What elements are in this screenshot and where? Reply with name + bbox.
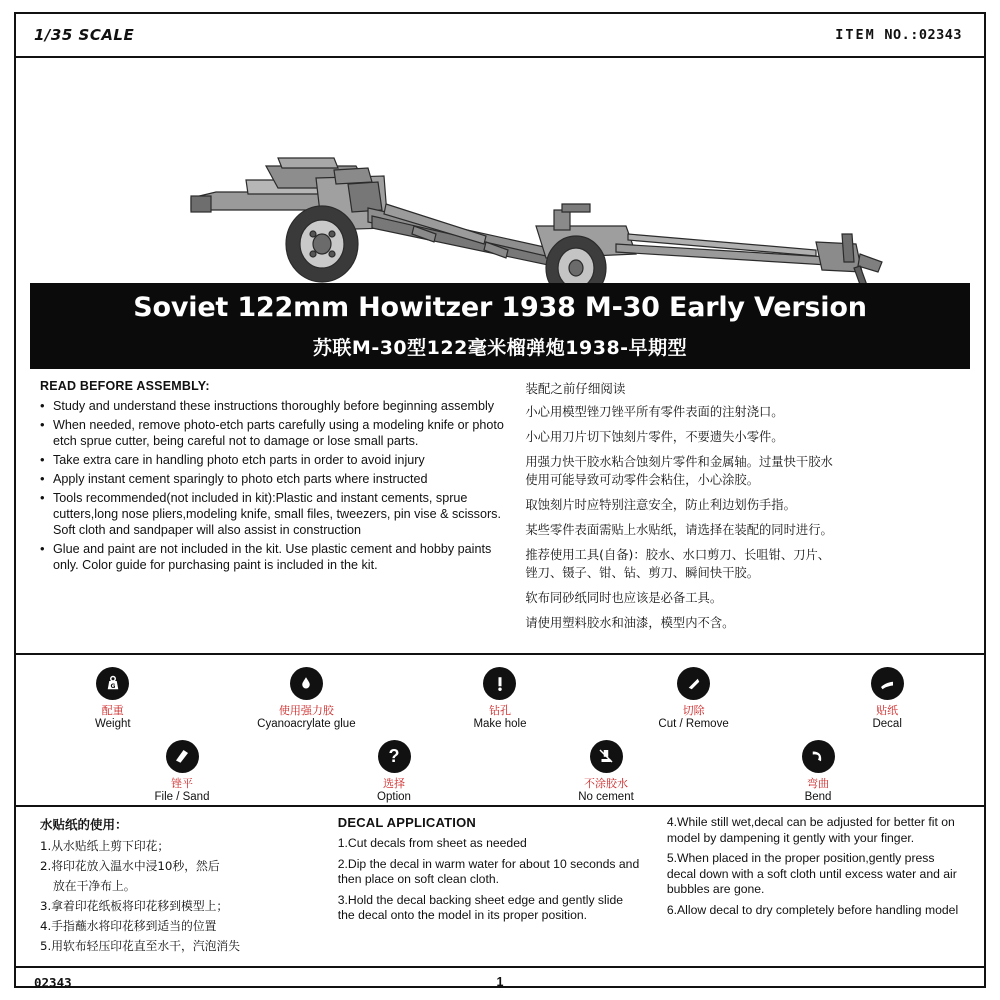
drill-hole-icon-glyph [491,675,509,693]
no-cement-icon [590,740,623,773]
option-icon [378,740,411,773]
list-item: 小心用刀片切下蚀刻片零件，不要遗失小零件。 [525,429,784,444]
product-artwork [16,58,984,283]
bend-icon-glyph [809,747,827,765]
item-number [835,27,962,43]
footer [16,966,984,998]
sheet-border [14,12,986,988]
legend-label-en: Make hole [473,718,527,731]
item-number-label: ITEM [835,27,876,43]
footer-item-code: 02343 [34,974,72,990]
list-item: 使用可能导致可动零件会粘住，小心涂胶。 [525,472,760,487]
instructions-chinese-list [525,405,962,632]
scale-label: 1/35 SCALE [34,26,135,44]
product-title-chinese: 苏联M-30型122毫米榴弹炮1938-早期型 [312,337,688,359]
legend-label-en: File / Sand [154,790,210,803]
header [16,14,984,58]
list-item: 5.用软布轻压印花直至水干，汽泡消失 [40,939,241,954]
instructions-bullet-list [40,399,509,574]
legend-label-cn: 配重 [101,704,124,717]
legend-item-make-hole [435,667,565,732]
glue-drop-icon-glyph [297,675,315,693]
legend-label-cn: 弯曲 [807,776,829,790]
legend-item-file-sand [117,740,247,805]
file-sand-icon [166,740,199,773]
legend-label-en: Decal [872,718,902,731]
file-sand-icon-glyph [173,747,191,765]
footer-page-number: 1 [496,974,504,989]
legend-label-cn: 钻孔 [488,704,511,717]
legend-label-en: Weight [95,718,131,731]
list-item: 3.拿着印花纸板将印花移到模型上； [40,899,229,914]
product-title-english: Soviet 122mm Howitzer 1938 M-30 Early Version [133,292,867,323]
legend-item-cut-remove [629,667,759,732]
legend-label-en: Bend [804,790,832,803]
legend-item-glue [241,667,371,732]
instructions-chinese-column [519,379,984,645]
list-item: 4.手指蘸水将印花移到适当的位置 [40,919,217,934]
cut-remove-icon [677,667,710,700]
no-cement-icon-glyph [597,747,615,765]
symbol-legend-row-2 [16,740,984,805]
weight-icon [96,667,129,700]
legend-label-cn: 锉平 [171,776,193,790]
list-item: • Apply instant cement sparingly to photo etch parts where instructed [40,472,509,488]
list-item: 2.将印花放入温水中浸10秒，然后 [40,859,220,874]
legend-label-cn: 贴纸 [876,704,899,717]
legend-label-en: Cyanoacrylate glue [257,718,356,731]
option-icon-glyph: ? [388,745,400,766]
legend-label-cn: 使用强力胶 [278,704,334,717]
list-item: • Study and understand these instructions thoroughly before beginning assembly [40,399,509,415]
symbol-legend-row-1 [16,667,984,732]
instructions-section [16,369,984,655]
list-item: 锉刀、镊子、钳、钻、剪刀、瞬间快干胶。 [525,565,760,580]
list-item: • Take extra care in handling photo etch parts in order to avoid injury [40,453,509,469]
list-item: 用强力快干胶水粘合蚀刻片零件和金属轴。过量快干胶水 [525,454,833,469]
list-item: 推荐使用工具(自备)：胶水、水口剪刀、长咀钳、刀片、 [525,547,831,562]
decal-title-english: DECAL APPLICATION [337,815,476,830]
howitzer-line-art [16,58,1000,283]
decal-application-section [16,807,984,966]
instructions-english-column [16,379,519,645]
list-item: 小心用模型锉刀锉平所有零件表面的注射浇口。 [525,405,784,419]
list-item: 放在干净布上。 [53,879,136,894]
legend-item-no-cement [541,740,671,805]
legend-label-en: Option [377,790,411,803]
list-item: • When needed, remove photo-etch parts carefully using a modeling knife or photo etch sprue cutter, being careful not to damage or lose small parts. [40,418,509,450]
list-item: 3.Hold the decal backing sheet edge and gently slide the decal onto the model in its proper position. [337,892,624,923]
decal-title-chinese: 水贴纸的使用： [40,817,128,832]
legend-label-en: Cut / Remove [658,718,729,731]
list-item: 5.When placed in the proper position,gently press decal down with a soft cloth until excess water and air bubbles are gone. [666,851,957,897]
instructions-heading-english: READ BEFORE ASSEMBLY: [40,379,210,393]
decal-english-column-left [326,815,655,960]
svg-text:G: G [110,682,116,690]
decal-icon [871,667,904,700]
list-item: 某些零件表面需贴上水贴纸，请选择在装配的同时进行。 [525,522,833,537]
list-item: 1.Cut decals from sheet as needed [337,836,527,850]
list-item: 2.Dip the decal in warm water for about 10 seconds and then place on soft clean cloth. [337,856,640,887]
bend-icon [802,740,835,773]
legend-label-en: No cement [578,790,634,803]
legend-label-cn: 切除 [682,704,705,717]
cut-remove-icon-glyph [685,675,703,693]
legend-item-option [329,740,459,805]
list-item: 取蚀刻片时应特别注意安全，防止利边划伤手指。 [525,497,796,512]
list-item: • Tools recommended(not included in kit):Plastic and instant cements, sprue cutters,long nose pliers,modeling knife, small files, tweezers, pin vise & scissors. Soft cloth and sandpaper will also assist in construction [40,491,509,539]
weight-icon-glyph [104,675,122,693]
list-item: 6.Allow decal to dry completely before handling model [666,903,959,918]
list-item: 软布同砂纸同时也应该是必备工具。 [525,590,723,605]
symbol-legend [16,655,984,807]
legend-item-bend [753,740,883,805]
decal-chinese-column [16,815,326,960]
legend-label-cn: 不涂胶水 [584,776,628,790]
list-item: 请使用塑料胶水和油漆，模型内不含。 [525,615,735,630]
decal-icon-glyph [878,675,896,693]
instructions-heading-chinese: 装配之前仔细阅读 [525,381,626,396]
legend-item-decal [822,667,952,732]
drill-hole-icon [483,667,516,700]
legend-item-weight [48,667,178,732]
title-band [30,283,970,369]
list-item: 4.While still wet,decal can be adjusted for better fit on model by dampening it gently with your finger. [666,815,955,845]
item-number-value: NO.:02343 [884,27,962,43]
list-item: • Glue and paint are not included in the kit. Use plastic cement and hobby paints only. Color guide for purchasing paint is included in the kit. [40,542,509,574]
legend-label-cn: 选择 [383,776,405,790]
glue-drop-icon [290,667,323,700]
list-item: 1.从水贴纸上剪下印花； [40,839,170,853]
decal-english-column-right [655,815,984,960]
